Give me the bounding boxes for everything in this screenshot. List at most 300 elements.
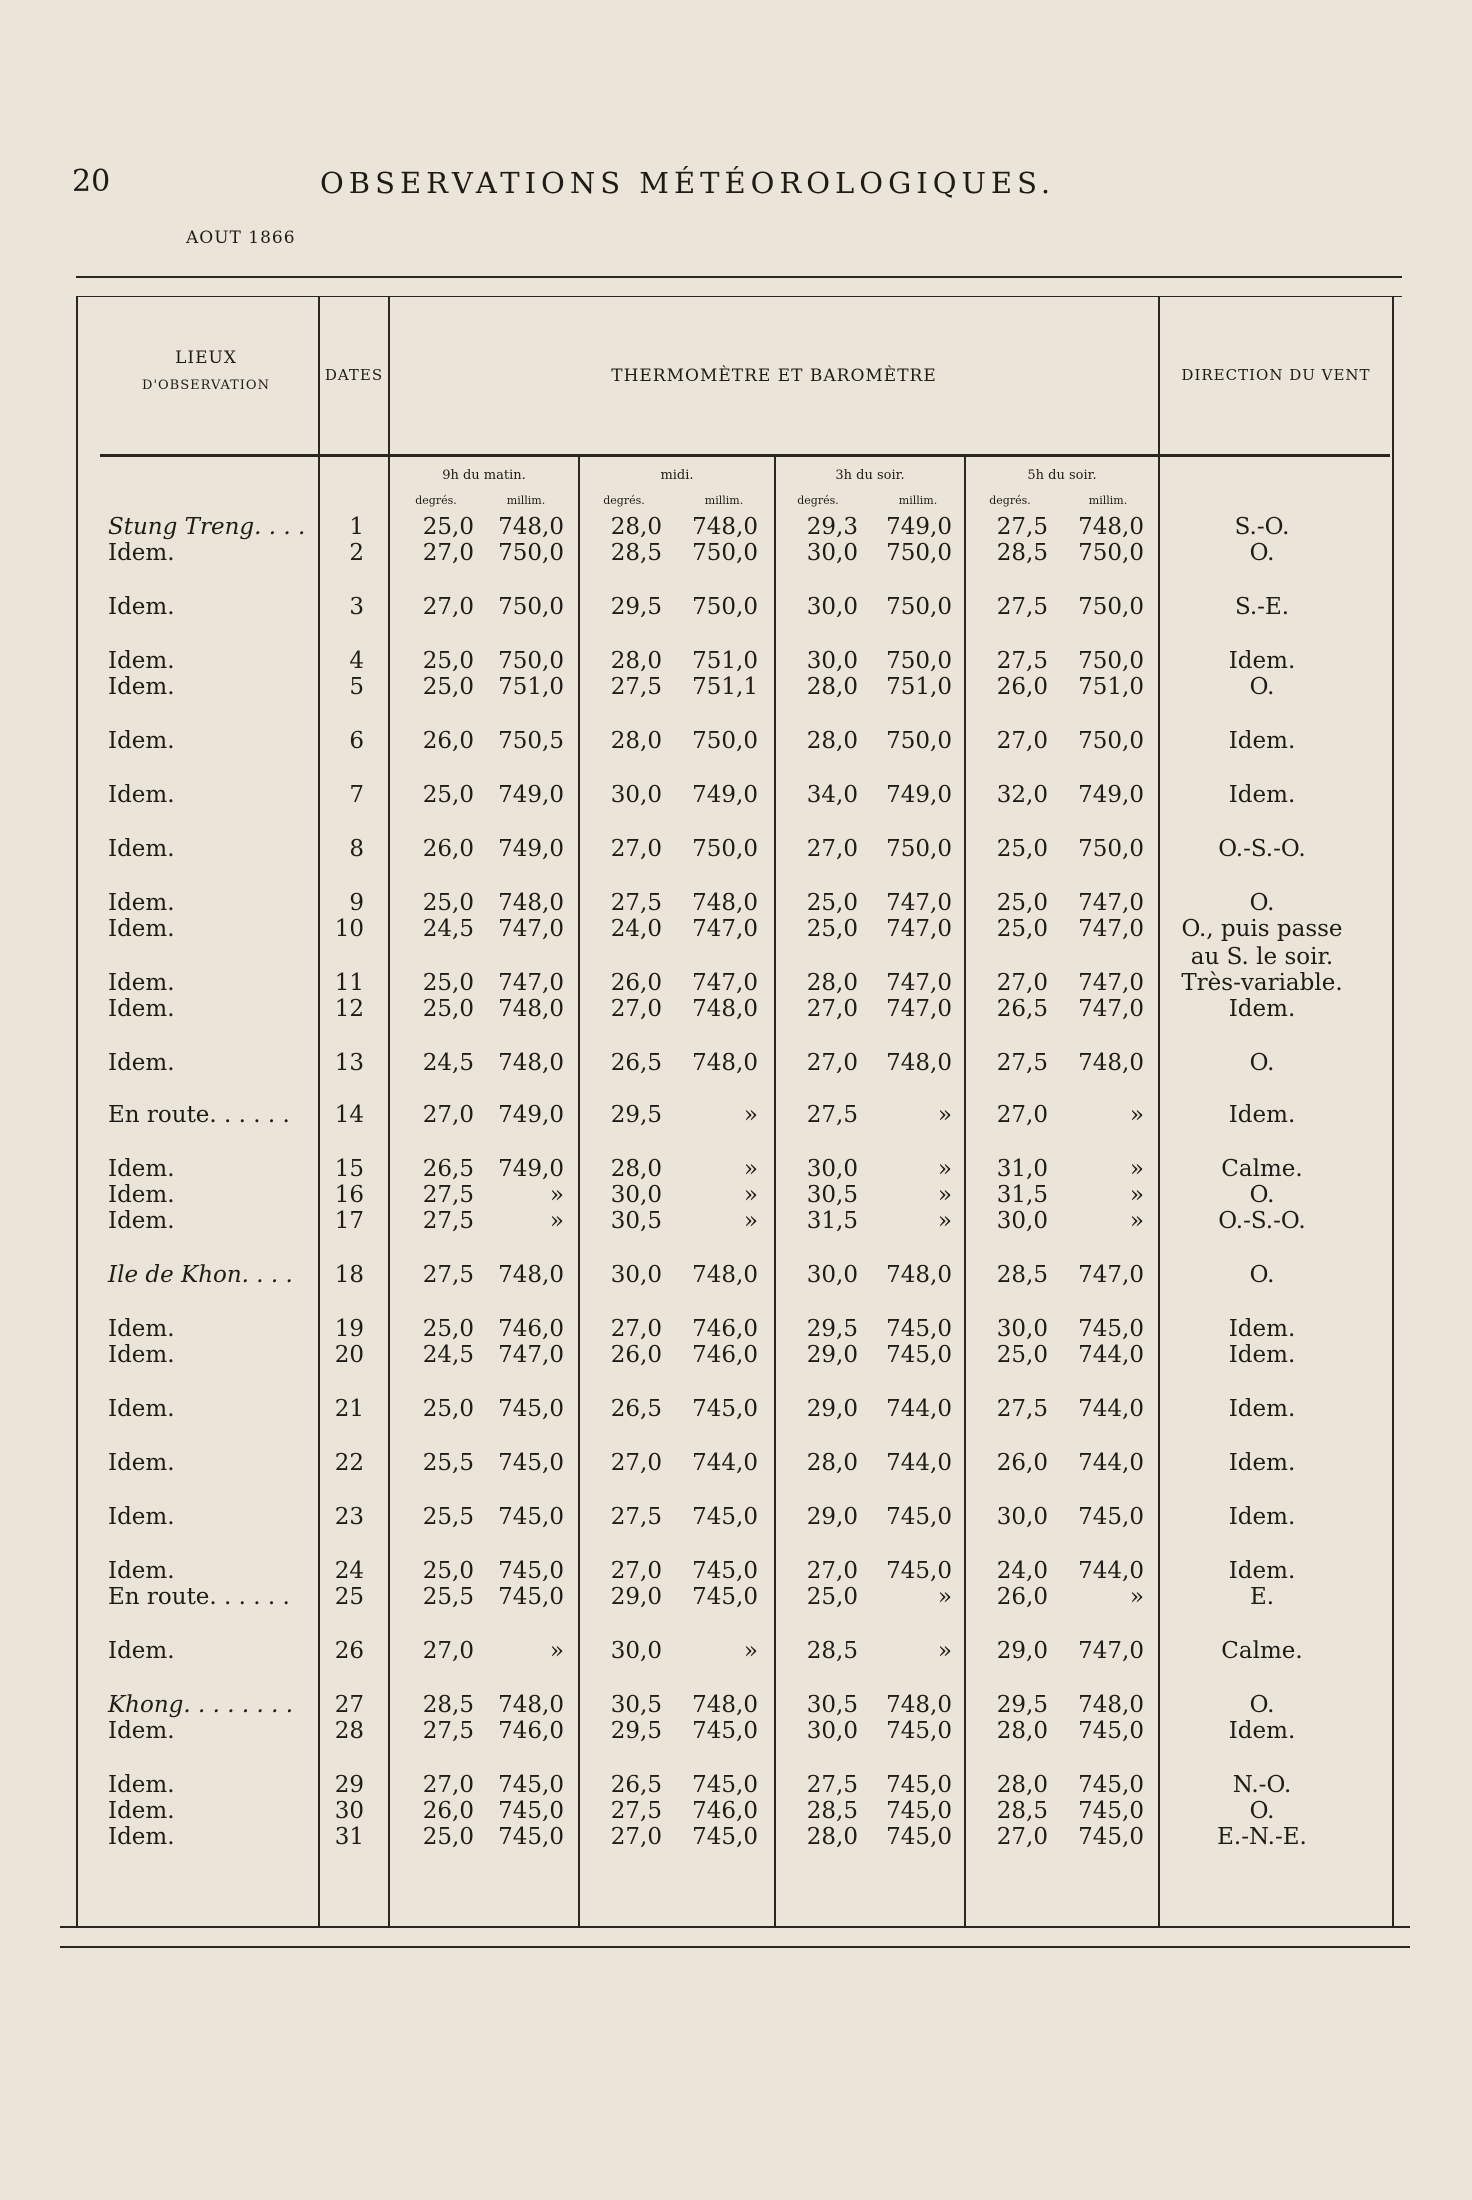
table-row <box>82 1584 1400 1616</box>
temperature-cell: 24,0 <box>610 916 662 942</box>
pressure-cell: 745,0 <box>498 1558 564 1584</box>
unit-deg-1: degrés. <box>415 494 457 507</box>
temperature-cell: 25,0 <box>422 996 474 1022</box>
pressure-cell: 750,0 <box>1078 540 1144 566</box>
pressure-cell: » <box>937 1638 952 1664</box>
temperature-cell: 25,0 <box>422 890 474 916</box>
pressure-cell: 747,0 <box>1078 916 1144 942</box>
date-cell: 1 <box>349 514 364 540</box>
temperature-cell: 26,0 <box>610 1342 662 1368</box>
table-row <box>82 1102 1400 1134</box>
pressure-cell: 748,0 <box>692 996 758 1022</box>
temperature-cell: 30,0 <box>806 648 858 674</box>
pressure-cell: » <box>1129 1208 1144 1234</box>
header-rule <box>100 454 1390 457</box>
temperature-cell: 24,5 <box>422 1050 474 1076</box>
wind-cell: Idem. <box>1228 996 1296 1022</box>
pressure-cell: » <box>743 1638 758 1664</box>
temperature-cell: 26,0 <box>996 1450 1048 1476</box>
pressure-cell: 750,0 <box>498 648 564 674</box>
wind-cell: O.-S.-O. <box>1218 836 1306 862</box>
temperature-cell: 24,5 <box>422 916 474 942</box>
temperature-cell: 26,0 <box>996 1584 1048 1610</box>
temperature-cell: 30,0 <box>806 1718 858 1744</box>
temperature-cell: 30,5 <box>610 1692 662 1718</box>
wind-cell: Idem. <box>1228 728 1296 754</box>
left-border <box>76 296 78 1928</box>
temperature-cell: 27,0 <box>422 540 474 566</box>
temperature-cell: 27,5 <box>806 1102 858 1128</box>
wind-cell: E. <box>1249 1584 1275 1610</box>
place-cell: Idem. <box>108 1182 175 1208</box>
temperature-cell: 28,0 <box>996 1718 1048 1744</box>
date-cell: 23 <box>334 1504 364 1530</box>
temperature-cell: 26,5 <box>610 1396 662 1422</box>
table-row <box>82 996 1400 1028</box>
place-cell: Idem. <box>108 1638 175 1664</box>
pressure-cell: 748,0 <box>692 1050 758 1076</box>
temperature-cell: 27,0 <box>610 836 662 862</box>
unit-mm-3: millim. <box>898 494 938 507</box>
wind-cell: Idem. <box>1228 1102 1296 1128</box>
pressure-cell: 748,0 <box>1078 1692 1144 1718</box>
place-cell: Idem. <box>108 1450 175 1476</box>
pressure-cell: 745,0 <box>1078 1772 1144 1798</box>
place-cell: Idem. <box>108 1718 175 1744</box>
temperature-cell: 25,0 <box>422 648 474 674</box>
temperature-cell: 26,5 <box>996 996 1048 1022</box>
wind-cell: au S. le soir. <box>1190 944 1334 970</box>
temperature-cell: 25,0 <box>806 890 858 916</box>
temperature-cell: 28,5 <box>806 1638 858 1664</box>
table-row <box>82 1050 1400 1082</box>
time-midi: midi. <box>660 468 694 483</box>
pressure-cell: 748,0 <box>1078 1050 1144 1076</box>
pressure-cell: 749,0 <box>498 1102 564 1128</box>
date-cell: 25 <box>334 1584 364 1610</box>
temperature-cell: 27,0 <box>996 1824 1048 1850</box>
bottom-rule <box>60 1926 1410 1928</box>
temperature-cell: 28,5 <box>996 1798 1048 1824</box>
date-cell: 13 <box>334 1050 364 1076</box>
place-cell: Khong. . . . . . . . <box>108 1692 294 1718</box>
page-header <box>0 164 1472 204</box>
temperature-cell: 29,0 <box>610 1584 662 1610</box>
table-row <box>82 1824 1400 1856</box>
unit-deg-2: degrés. <box>603 494 645 507</box>
temperature-cell: 27,5 <box>422 1262 474 1288</box>
temperature-cell: 28,0 <box>806 970 858 996</box>
temperature-cell: 28,0 <box>610 514 662 540</box>
temperature-cell: 25,5 <box>422 1504 474 1530</box>
pressure-cell: 747,0 <box>498 1342 564 1368</box>
date-cell: 30 <box>334 1798 364 1824</box>
pressure-cell: 747,0 <box>886 890 952 916</box>
pressure-cell: 749,0 <box>692 782 758 808</box>
temperature-cell: 25,0 <box>996 1342 1048 1368</box>
table-row <box>82 540 1400 572</box>
temperature-cell: 27,5 <box>996 514 1048 540</box>
place-cell: Idem. <box>108 540 175 566</box>
temperature-cell: 27,5 <box>422 1182 474 1208</box>
wind-cell: Idem. <box>1228 782 1296 808</box>
temperature-cell: 28,0 <box>610 1156 662 1182</box>
wind-cell: O. <box>1249 674 1275 700</box>
temperature-cell: 28,5 <box>996 1262 1048 1288</box>
header-dates: DATES <box>324 366 384 384</box>
pressure-cell: 746,0 <box>692 1798 758 1824</box>
pressure-cell: 748,0 <box>498 514 564 540</box>
pressure-cell: » <box>743 1102 758 1128</box>
temperature-cell: 27,0 <box>610 1316 662 1342</box>
temperature-cell: 25,5 <box>422 1450 474 1476</box>
pressure-cell: 745,0 <box>886 1718 952 1744</box>
temperature-cell: 27,0 <box>422 1102 474 1128</box>
date-cell: 21 <box>334 1396 364 1422</box>
temperature-cell: 25,0 <box>422 514 474 540</box>
pressure-cell: 744,0 <box>1078 1558 1144 1584</box>
pressure-cell: 748,0 <box>692 890 758 916</box>
date-cell: 11 <box>334 970 364 996</box>
temperature-cell: 28,5 <box>422 1692 474 1718</box>
pressure-cell: 750,0 <box>886 728 952 754</box>
header-thermo: THERMOMÈTRE ET BAROMÈTRE <box>611 366 937 386</box>
place-cell: Idem. <box>108 836 175 862</box>
pressure-cell: 750,0 <box>1078 594 1144 620</box>
temperature-cell: 29,0 <box>806 1504 858 1530</box>
wind-cell: N.-O. <box>1232 1772 1292 1798</box>
temperature-cell: 25,0 <box>806 1584 858 1610</box>
pressure-cell: » <box>1129 1156 1144 1182</box>
temperature-cell: 29,0 <box>806 1396 858 1422</box>
pressure-cell: 747,0 <box>692 916 758 942</box>
time-5h: 5h du soir. <box>1027 468 1097 483</box>
pressure-cell: 748,0 <box>886 1262 952 1288</box>
temperature-cell: 28,5 <box>610 540 662 566</box>
date-cell: 27 <box>334 1692 364 1718</box>
place-cell: Idem. <box>108 1824 175 1850</box>
bottom-rule-outer <box>60 1946 1410 1948</box>
pressure-cell: 745,0 <box>498 1396 564 1422</box>
temperature-cell: 26,0 <box>422 836 474 862</box>
temperature-cell: 28,0 <box>806 1450 858 1476</box>
temperature-cell: 30,0 <box>996 1504 1048 1530</box>
temperature-cell: 27,5 <box>806 1772 858 1798</box>
place-cell: Idem. <box>108 1504 175 1530</box>
temperature-cell: 27,0 <box>996 970 1048 996</box>
pressure-cell: 745,0 <box>692 1772 758 1798</box>
temperature-cell: 26,5 <box>610 1772 662 1798</box>
pressure-cell: 750,0 <box>1078 836 1144 862</box>
pressure-cell: 750,0 <box>498 594 564 620</box>
pressure-cell: 748,0 <box>498 1692 564 1718</box>
temperature-cell: 26,0 <box>996 674 1048 700</box>
temperature-cell: 31,5 <box>996 1182 1048 1208</box>
temperature-cell: 28,5 <box>996 540 1048 566</box>
temperature-cell: 27,0 <box>610 996 662 1022</box>
place-cell: Ile de Khon. . . . <box>108 1262 293 1288</box>
pressure-cell: 750,0 <box>886 836 952 862</box>
pressure-cell: 747,0 <box>1078 1638 1144 1664</box>
temperature-cell: 27,0 <box>996 1102 1048 1128</box>
place-cell: Idem. <box>108 1798 175 1824</box>
pressure-cell: 745,0 <box>1078 1718 1144 1744</box>
wind-cell: Idem. <box>1228 1450 1296 1476</box>
place-cell: Idem. <box>108 648 175 674</box>
table-row <box>82 782 1400 814</box>
temperature-cell: 29,5 <box>610 1102 662 1128</box>
table-row <box>82 1342 1400 1374</box>
temperature-cell: 27,0 <box>610 1824 662 1850</box>
pressure-cell: » <box>743 1156 758 1182</box>
pressure-cell: 751,0 <box>692 648 758 674</box>
wind-cell: O. <box>1249 1050 1275 1076</box>
pressure-cell: 750,0 <box>692 836 758 862</box>
date-cell: 31 <box>334 1824 364 1850</box>
wind-cell: O., puis passe <box>1181 916 1343 942</box>
temperature-cell: 25,5 <box>422 1584 474 1610</box>
place-cell: Idem. <box>108 970 175 996</box>
pressure-cell: 747,0 <box>498 970 564 996</box>
pressure-cell: 751,0 <box>498 674 564 700</box>
date-cell: 2 <box>349 540 364 566</box>
place-cell: Idem. <box>108 1208 175 1234</box>
header-place: LIEUX D'OBSERVATION <box>142 348 270 393</box>
pressure-cell: 744,0 <box>1078 1450 1144 1476</box>
pressure-cell: 747,0 <box>1078 970 1144 996</box>
date-cell: 24 <box>334 1558 364 1584</box>
wind-cell: O. <box>1249 540 1275 566</box>
pressure-cell: 748,0 <box>886 1692 952 1718</box>
temperature-cell: 28,0 <box>610 648 662 674</box>
pressure-cell: 745,0 <box>886 1798 952 1824</box>
date-cell: 16 <box>334 1182 364 1208</box>
temperature-cell: 30,0 <box>806 1262 858 1288</box>
temperature-cell: 30,5 <box>806 1692 858 1718</box>
temperature-cell: 27,5 <box>422 1208 474 1234</box>
date-cell: 3 <box>349 594 364 620</box>
temperature-cell: 30,0 <box>610 1638 662 1664</box>
pressure-cell: 746,0 <box>692 1316 758 1342</box>
temperature-cell: 25,0 <box>806 916 858 942</box>
place-cell: Idem. <box>108 1772 175 1798</box>
wind-cell: Idem. <box>1228 1316 1296 1342</box>
top-rule <box>76 276 1402 278</box>
pressure-cell: » <box>549 1208 564 1234</box>
temperature-cell: 24,0 <box>996 1558 1048 1584</box>
pressure-cell: » <box>1129 1102 1144 1128</box>
place-cell: Idem. <box>108 1316 175 1342</box>
unit-mm-1: millim. <box>506 494 546 507</box>
wind-cell: S.-E. <box>1234 594 1290 620</box>
pressure-cell: 747,0 <box>692 970 758 996</box>
pressure-cell: 748,0 <box>498 1050 564 1076</box>
temperature-cell: 27,0 <box>806 996 858 1022</box>
pressure-cell: 745,0 <box>886 1316 952 1342</box>
temperature-cell: 30,0 <box>610 1182 662 1208</box>
wind-cell: O. <box>1249 1798 1275 1824</box>
time-3h: 3h du soir. <box>835 468 905 483</box>
place-cell: Idem. <box>108 1156 175 1182</box>
place-cell: En route. . . . . . <box>108 1102 290 1128</box>
pressure-cell: 747,0 <box>498 916 564 942</box>
table-row <box>82 1504 1400 1536</box>
temperature-cell: 25,0 <box>996 836 1048 862</box>
temperature-cell: 30,0 <box>610 782 662 808</box>
temperature-cell: 27,0 <box>996 728 1048 754</box>
temperature-cell: 25,0 <box>422 1558 474 1584</box>
temperature-cell: 25,0 <box>422 1396 474 1422</box>
table-row <box>82 1450 1400 1482</box>
date-cell: 5 <box>349 674 364 700</box>
date-cell: 17 <box>334 1208 364 1234</box>
temperature-cell: 28,5 <box>806 1798 858 1824</box>
page-title: OBSERVATIONS MÉTÉOROLOGIQUES. <box>320 166 1056 200</box>
pressure-cell: 745,0 <box>692 1504 758 1530</box>
pressure-cell: 745,0 <box>692 1558 758 1584</box>
pressure-cell: 744,0 <box>692 1450 758 1476</box>
temperature-cell: 24,5 <box>422 1342 474 1368</box>
table-row <box>82 674 1400 706</box>
pressure-cell: » <box>549 1182 564 1208</box>
temperature-cell: 29,0 <box>996 1638 1048 1664</box>
place-cell: Stung Treng. . . . <box>108 514 306 540</box>
date-cell: 14 <box>334 1102 364 1128</box>
temperature-cell: 26,5 <box>610 1050 662 1076</box>
pressure-cell: 747,0 <box>1078 890 1144 916</box>
pressure-cell: 749,0 <box>1078 782 1144 808</box>
pressure-cell: » <box>549 1638 564 1664</box>
pressure-cell: 750,0 <box>692 540 758 566</box>
date-cell: 22 <box>334 1450 364 1476</box>
unit-mm-4: millim. <box>1088 494 1128 507</box>
date-cell: 20 <box>334 1342 364 1368</box>
pressure-cell: 750,0 <box>886 648 952 674</box>
pressure-cell: 747,0 <box>886 916 952 942</box>
pressure-cell: 749,0 <box>886 782 952 808</box>
pressure-cell: 750,0 <box>1078 648 1144 674</box>
pressure-cell: 745,0 <box>692 1584 758 1610</box>
place-cell: Idem. <box>108 916 175 942</box>
temperature-cell: 27,0 <box>422 1772 474 1798</box>
pressure-cell: 750,0 <box>1078 728 1144 754</box>
wind-cell: Calme. <box>1221 1156 1303 1182</box>
temperature-cell: 28,0 <box>806 1824 858 1850</box>
temperature-cell: 26,0 <box>422 1798 474 1824</box>
temperature-cell: 30,5 <box>806 1182 858 1208</box>
date-cell: 9 <box>349 890 364 916</box>
pressure-cell: 744,0 <box>1078 1342 1144 1368</box>
pressure-cell: 747,0 <box>1078 996 1144 1022</box>
temperature-cell: 30,0 <box>996 1316 1048 1342</box>
pressure-cell: 748,0 <box>692 1262 758 1288</box>
pressure-cell: » <box>743 1208 758 1234</box>
table-row <box>82 1718 1400 1750</box>
pressure-cell: 748,0 <box>886 1050 952 1076</box>
date-cell: 6 <box>349 728 364 754</box>
pressure-cell: 751,1 <box>692 674 758 700</box>
pressure-cell: 751,0 <box>1078 674 1144 700</box>
pressure-cell: 745,0 <box>498 1504 564 1530</box>
pressure-cell: 749,0 <box>498 836 564 862</box>
temperature-cell: 25,0 <box>422 1824 474 1850</box>
pressure-cell: » <box>937 1182 952 1208</box>
pressure-cell: » <box>743 1182 758 1208</box>
date-cell: 12 <box>334 996 364 1022</box>
temperature-cell: 30,0 <box>806 594 858 620</box>
temperature-cell: 30,0 <box>806 540 858 566</box>
place-cell: Idem. <box>108 782 175 808</box>
temperature-cell: 27,0 <box>610 1558 662 1584</box>
pressure-cell: 748,0 <box>498 996 564 1022</box>
temperature-cell: 25,0 <box>422 674 474 700</box>
temperature-cell: 28,0 <box>610 728 662 754</box>
temperature-cell: 30,0 <box>806 1156 858 1182</box>
pressure-cell: 747,0 <box>886 996 952 1022</box>
temperature-cell: 29,5 <box>610 594 662 620</box>
place-cell: Idem. <box>108 996 175 1022</box>
pressure-cell: 745,0 <box>886 1342 952 1368</box>
temperature-cell: 25,0 <box>422 970 474 996</box>
place-cell: En route. . . . . . <box>108 1584 290 1610</box>
temperature-cell: 26,0 <box>610 970 662 996</box>
temperature-cell: 30,0 <box>996 1208 1048 1234</box>
date-cell: 26 <box>334 1638 364 1664</box>
pressure-cell: 748,0 <box>1078 514 1144 540</box>
pressure-cell: 749,0 <box>498 1156 564 1182</box>
pressure-cell: 745,0 <box>1078 1316 1144 1342</box>
pressure-cell: 745,0 <box>692 1718 758 1744</box>
place-cell: Idem. <box>108 1396 175 1422</box>
temperature-cell: 29,5 <box>996 1692 1048 1718</box>
date-cell: 18 <box>334 1262 364 1288</box>
temperature-cell: 26,5 <box>422 1156 474 1182</box>
pressure-cell: 750,0 <box>498 540 564 566</box>
temperature-cell: 27,0 <box>610 1450 662 1476</box>
temperature-cell: 27,5 <box>996 1050 1048 1076</box>
wind-cell: O. <box>1249 1182 1275 1208</box>
header-wind: DIRECTION DU VENT <box>1181 366 1371 384</box>
date-cell: 4 <box>349 648 364 674</box>
table-row <box>82 836 1400 868</box>
page-number: 20 <box>72 164 111 199</box>
temperature-cell: 27,5 <box>422 1718 474 1744</box>
pressure-cell: 745,0 <box>498 1772 564 1798</box>
temperature-cell: 29,5 <box>806 1316 858 1342</box>
pressure-cell: 745,0 <box>692 1824 758 1850</box>
temperature-cell: 27,5 <box>610 890 662 916</box>
place-cell: Idem. <box>108 728 175 754</box>
temperature-cell: 27,5 <box>996 1396 1048 1422</box>
temperature-cell: 34,0 <box>806 782 858 808</box>
temperature-cell: 32,0 <box>996 782 1048 808</box>
pressure-cell: 750,5 <box>498 728 564 754</box>
pressure-cell: 750,0 <box>886 540 952 566</box>
pressure-cell: 745,0 <box>498 1450 564 1476</box>
temperature-cell: 28,0 <box>806 728 858 754</box>
date-cell: 7 <box>349 782 364 808</box>
date-cell: 15 <box>334 1156 364 1182</box>
temperature-cell: 27,0 <box>806 1050 858 1076</box>
pressure-cell: 745,0 <box>886 1558 952 1584</box>
place-cell: Idem. <box>108 1050 175 1076</box>
pressure-cell: 750,0 <box>692 594 758 620</box>
time-9h: 9h du matin. <box>442 468 526 483</box>
date-cell: 8 <box>349 836 364 862</box>
table-row <box>82 728 1400 760</box>
wind-cell: S.-O. <box>1234 514 1290 540</box>
pressure-cell: 745,0 <box>1078 1504 1144 1530</box>
